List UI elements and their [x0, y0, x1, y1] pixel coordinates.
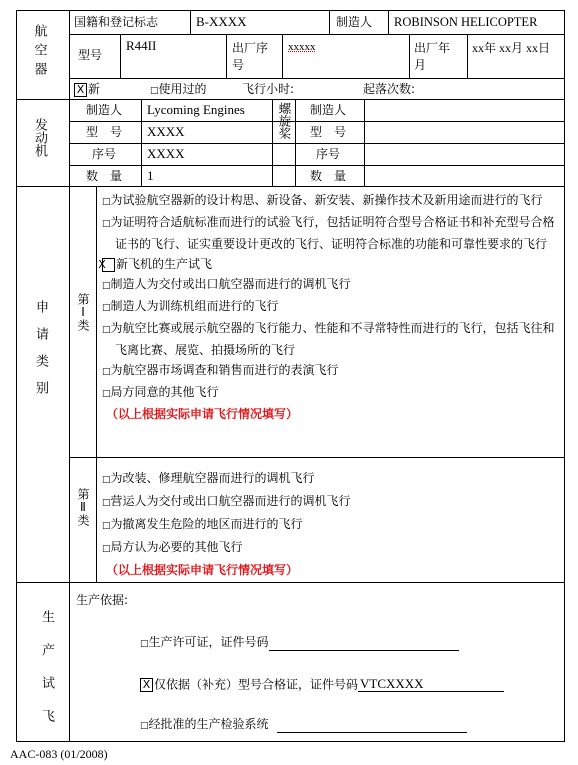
production-option2[interactable]: X 仅依据（补充）型号合格证，证件号码 VTCXXXX: [140, 677, 504, 692]
landings-label: 起落次数:: [363, 82, 416, 96]
option2-checkbox[interactable]: X: [140, 678, 153, 692]
used-checkbox[interactable]: □: [150, 86, 159, 96]
engine-section-label: 发动机: [32, 118, 47, 157]
ac-v6: [282, 34, 283, 79]
eng-v1: [141, 99, 142, 187]
ac-model-value[interactable]: R44II: [126, 38, 157, 53]
label-col-divider: [69, 10, 70, 583]
new-label: 新: [88, 82, 101, 96]
class1-item[interactable]: □为试验航空器新的设计构思、新设备、新安装、新操作技术及新用途而进行的飞行: [102, 193, 543, 207]
ac-v1: [190, 10, 191, 35]
frame-bottom: [16, 741, 565, 742]
class2-item[interactable]: □局方认为必要的其他飞行: [102, 540, 243, 554]
prop-qty-label: 数 量: [310, 169, 347, 183]
checkbox-icon[interactable]: □: [102, 325, 111, 335]
cat-v1: [96, 186, 97, 583]
sep-category: [16, 582, 565, 583]
eng-model-label: 型 号: [86, 125, 123, 139]
option1-number-field[interactable]: [269, 636, 459, 651]
class1-item[interactable]: □制造人为训练机组而进行的飞行: [102, 299, 279, 313]
class2-item[interactable]: □为改装、修理航空器而进行的调机飞行: [102, 471, 315, 485]
class1-item[interactable]: □局方同意的其他飞行: [102, 385, 219, 399]
class1-item[interactable]: X 新飞机的生产试飞: [98, 257, 213, 271]
nationality-label: 国籍和登记标志: [74, 15, 159, 29]
label-col-divider-2: [69, 582, 70, 742]
ac-date-label: 出厂年月: [414, 41, 451, 72]
production-basis-label: 生产依据:: [76, 593, 129, 607]
production-section-label: 生产试飞: [39, 610, 54, 742]
ac-row1: [69, 34, 565, 35]
class1-item[interactable]: □为证明符合适航标准而进行的试验飞行，包括证明符合型号合格证书和补充型号合格证书的飞行、证实重要设计更改的飞行、证明符合标准的功能和可靠性要求的飞行: [102, 215, 555, 251]
class2-list: [102, 468, 560, 581]
eng-row1: [69, 121, 565, 122]
ac-manufacturer-label: 制造人: [336, 15, 373, 29]
ac-v8: [467, 34, 468, 79]
class1-label: 第Ⅰ类: [76, 293, 90, 331]
category-section-label: 申请类别: [33, 300, 48, 408]
checkbox-icon[interactable]: □: [102, 475, 111, 485]
eng-qty-value[interactable]: 1: [147, 168, 154, 183]
eng-row3: [69, 165, 565, 166]
sep-aircraft: [16, 99, 565, 100]
class2-item[interactable]: □为撤离发生危险的地区而进行的飞行: [102, 517, 303, 531]
checkbox-icon[interactable]: □: [102, 521, 111, 531]
eng-v4: [364, 99, 365, 187]
class1-item[interactable]: □为航空比赛或展示航空器的飞行能力、性能和不寻常特性而进行的飞行，包括飞往和飞离比赛、展览、拍摄场所的飞行: [102, 321, 555, 357]
checkbox-icon[interactable]: □: [102, 389, 111, 399]
ac-v2: [329, 10, 330, 35]
class1-item[interactable]: □为航空器市场调查和销售而进行的表演飞行: [102, 363, 339, 377]
new-checkbox[interactable]: X: [74, 83, 87, 97]
ac-manufacturer-value[interactable]: ROBINSON HELICOPTER: [394, 15, 538, 29]
eng-row2: [69, 143, 565, 144]
checkbox-icon[interactable]: □: [102, 544, 111, 554]
used-option: [150, 82, 207, 98]
checkbox-icon[interactable]: □: [102, 367, 111, 377]
frame-top: [16, 10, 565, 11]
eng-model-value[interactable]: XXXX: [147, 124, 185, 139]
form-code: AAC-083 (01/2008): [10, 747, 108, 761]
option2-number-field[interactable]: VTCXXXX: [358, 677, 504, 692]
eng-manufacturer-value[interactable]: Lycoming Engines: [147, 102, 245, 117]
checkbox-icon[interactable]: □: [102, 281, 111, 291]
ac-date-value[interactable]: xx年 xx月 xx日: [472, 41, 551, 55]
class2-label: 第Ⅱ类: [76, 488, 90, 526]
used-label: 使用过的: [158, 82, 207, 96]
prop-serial-label: 序号: [316, 147, 341, 161]
eng-v3: [295, 99, 296, 187]
sep-engine: [16, 186, 565, 187]
ac-v5: [226, 34, 227, 79]
eng-serial-value[interactable]: XXXX: [147, 146, 185, 161]
eng-manufacturer-label: 制造人: [86, 103, 123, 117]
aircraft-section-label: 航空器: [31, 24, 47, 81]
ac-status-row: [74, 82, 100, 97]
checkbox-icon[interactable]: □: [102, 197, 111, 207]
ac-serial-value[interactable]: xxxxx: [288, 41, 316, 53]
checkbox-icon[interactable]: □: [102, 303, 111, 313]
class1-note: （以上根据实际申请飞行情况填写）: [106, 407, 299, 421]
prop-manufacturer-label: 制造人: [310, 103, 347, 117]
cat-split: [69, 457, 565, 458]
eng-v2: [272, 99, 273, 187]
checkbox-icon[interactable]: □: [102, 219, 111, 229]
eng-qty-label: 数 量: [86, 169, 123, 183]
ac-row2: [69, 78, 565, 79]
frame-left: [16, 10, 17, 742]
production-test-checkbox[interactable]: X: [102, 258, 115, 272]
class1-item[interactable]: □制造人为交付或出口航空器而进行的调机飞行: [102, 277, 351, 291]
checkbox-icon[interactable]: □: [140, 639, 149, 649]
ac-v4: [120, 34, 121, 79]
class2-item[interactable]: □营运人为交付或出口航空器而进行的调机飞行: [102, 494, 351, 508]
frame-right: [564, 10, 565, 742]
eng-serial-label: 序号: [92, 147, 117, 161]
production-option3[interactable]: □经批准的生产检验系统: [140, 717, 467, 733]
option3-field[interactable]: [277, 718, 467, 733]
ac-v7: [409, 34, 410, 79]
prop-model-label: 型 号: [310, 125, 347, 139]
flight-hours-label: 飞行小时:: [242, 82, 295, 96]
class1-list: [98, 190, 560, 424]
propeller-section-label: 螺旋桨: [277, 102, 292, 140]
checkbox-icon[interactable]: □: [102, 498, 111, 508]
checkbox-icon[interactable]: □: [140, 721, 149, 731]
ac-model-label: 型号: [78, 48, 103, 62]
registration-value[interactable]: B-XXXX: [196, 14, 247, 29]
production-option1[interactable]: □生产许可证，证件号码: [140, 635, 459, 651]
ac-serial-label: 出厂序号: [232, 41, 269, 72]
class2-note: （以上根据实际申请飞行情况填写）: [106, 563, 299, 577]
ac-v3: [388, 10, 389, 35]
